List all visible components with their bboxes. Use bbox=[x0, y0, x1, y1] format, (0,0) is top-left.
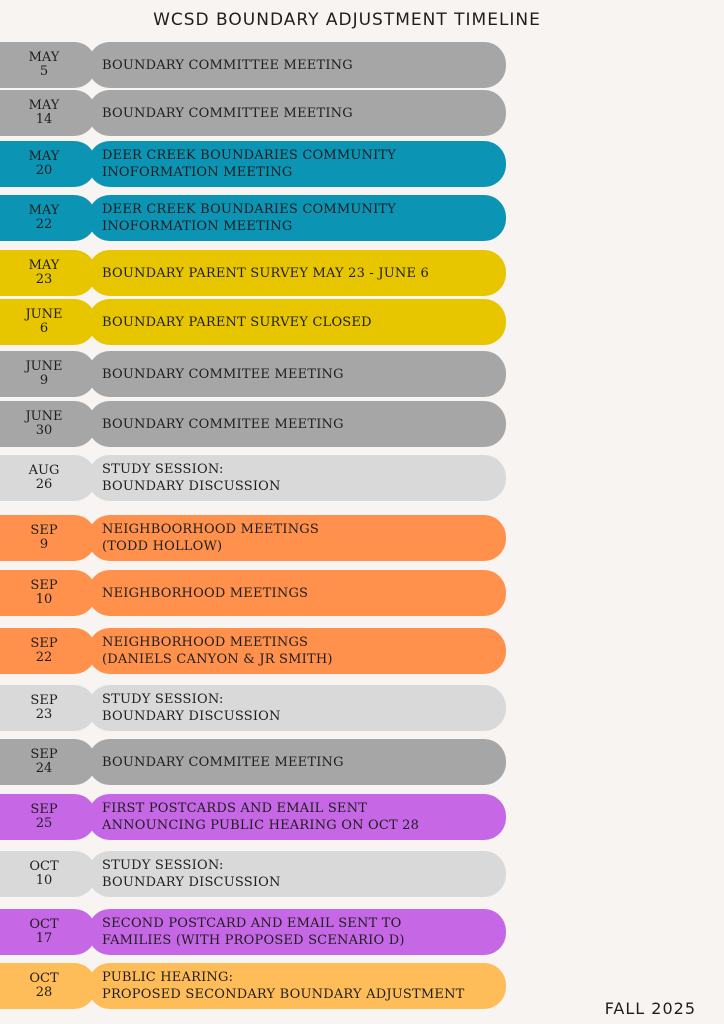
timeline-row bbox=[0, 299, 506, 345]
date-badge bbox=[0, 195, 96, 241]
date-badge bbox=[0, 794, 96, 840]
event-text-line: SECOND POSTCARD AND EMAIL SENT TO bbox=[102, 916, 402, 931]
page-title: WCSD BOUNDARY ADJUSTMENT TIMELINE bbox=[153, 10, 541, 30]
timeline-row bbox=[0, 570, 506, 616]
date-day: 14 bbox=[35, 112, 53, 127]
timeline-row bbox=[0, 515, 506, 561]
date-month: SEP bbox=[30, 636, 58, 651]
event-description bbox=[88, 909, 506, 955]
date-badge bbox=[0, 299, 96, 345]
event-text-line: STUDY SESSION: bbox=[102, 462, 224, 477]
date-badge bbox=[0, 628, 96, 674]
timeline-row bbox=[0, 909, 506, 955]
date-badge bbox=[0, 909, 96, 955]
date-badge bbox=[0, 685, 96, 731]
timeline-row bbox=[0, 42, 506, 88]
date-month: SEP bbox=[30, 693, 58, 708]
event-text-line: BOUNDARY PARENT SURVEY CLOSED bbox=[102, 314, 372, 330]
date-day: 30 bbox=[35, 423, 53, 438]
date-month: SEP bbox=[30, 747, 58, 762]
event-text-line: BOUNDARY COMMITEE MEETING bbox=[102, 754, 344, 770]
date-month: MAY bbox=[28, 203, 60, 218]
date-month: MAY bbox=[28, 98, 60, 113]
event-text-line: BOUNDARY COMMITTEE MEETING bbox=[102, 57, 353, 73]
event-text-line: PROPOSED SECONDARY BOUNDARY ADJUSTMENT bbox=[102, 987, 465, 1002]
event-text-line: BOUNDARY DISCUSSION bbox=[102, 709, 281, 724]
timeline-row bbox=[0, 628, 506, 674]
event-text-line: INOFORMATION MEETING bbox=[102, 219, 293, 234]
date-month: MAY bbox=[28, 258, 60, 273]
date-badge bbox=[0, 42, 96, 88]
date-month: SEP bbox=[30, 578, 58, 593]
date-badge bbox=[0, 401, 96, 447]
date-day: 25 bbox=[35, 816, 53, 831]
event-description bbox=[88, 515, 506, 561]
event-text-line: ANNOUNCING PUBLIC HEARING ON OCT 28 bbox=[102, 818, 420, 833]
date-badge bbox=[0, 351, 96, 397]
event-description bbox=[88, 195, 506, 241]
date-badge bbox=[0, 141, 96, 187]
timeline-row bbox=[0, 401, 506, 447]
event-text-line: FIRST POSTCARDS AND EMAIL SENT bbox=[102, 801, 368, 816]
event-text-line: BOUNDARY PARENT SURVEY MAY 23 - JUNE 6 bbox=[102, 265, 429, 281]
event-description bbox=[88, 141, 506, 187]
event-description bbox=[88, 250, 506, 296]
timeline-row bbox=[0, 851, 506, 897]
event-text-line: NEIGHBOORHOOD MEETINGS bbox=[102, 522, 319, 537]
event-text-line: INOFORMATION MEETING bbox=[102, 165, 293, 180]
event-text-line: FAMILIES (WITH PROPOSED SCENARIO D) bbox=[102, 933, 405, 948]
date-day: 22 bbox=[35, 650, 53, 665]
date-badge bbox=[0, 851, 96, 897]
timeline-row bbox=[0, 141, 506, 187]
event-description bbox=[88, 685, 506, 731]
date-day: 6 bbox=[39, 321, 49, 336]
date-day: 17 bbox=[35, 931, 53, 946]
event-description bbox=[88, 401, 506, 447]
date-day: 26 bbox=[35, 477, 53, 492]
date-day: 23 bbox=[35, 272, 53, 287]
event-text-line: BOUNDARY COMMITTEE MEETING bbox=[102, 105, 353, 121]
event-text-line: BOUNDARY DISCUSSION bbox=[102, 479, 281, 494]
timeline-row bbox=[0, 195, 506, 241]
event-text-line: BOUNDARY COMMITEE MEETING bbox=[102, 366, 344, 382]
date-month: MAY bbox=[28, 50, 60, 65]
event-description bbox=[88, 963, 506, 1009]
event-text-line: STUDY SESSION: bbox=[102, 858, 224, 873]
event-description bbox=[88, 739, 506, 785]
date-day: 24 bbox=[35, 761, 53, 776]
timeline-row bbox=[0, 739, 506, 785]
date-badge bbox=[0, 963, 96, 1009]
event-text-line: PUBLIC HEARING: bbox=[102, 970, 234, 985]
date-day: 23 bbox=[35, 707, 53, 722]
date-month: OCT bbox=[29, 971, 59, 986]
date-day: 9 bbox=[39, 537, 49, 552]
date-badge bbox=[0, 570, 96, 616]
date-badge bbox=[0, 739, 96, 785]
date-month: OCT bbox=[29, 859, 59, 874]
date-month: JUNE bbox=[25, 359, 63, 374]
event-text-line: DEER CREEK BOUNDARIES COMMUNITY bbox=[102, 148, 397, 163]
timeline-row bbox=[0, 90, 506, 136]
timeline-row bbox=[0, 455, 506, 501]
event-description bbox=[88, 42, 506, 88]
date-day: 10 bbox=[35, 873, 53, 888]
event-description bbox=[88, 851, 506, 897]
event-description bbox=[88, 570, 506, 616]
date-day: 28 bbox=[35, 985, 53, 1000]
event-text-line: (TODD HOLLOW) bbox=[102, 539, 223, 554]
timeline-row bbox=[0, 963, 506, 1009]
event-description bbox=[88, 628, 506, 674]
date-badge bbox=[0, 455, 96, 501]
season-label: FALL 2025 bbox=[604, 999, 696, 1018]
timeline-row bbox=[0, 685, 506, 731]
event-text-line: STUDY SESSION: bbox=[102, 692, 224, 707]
date-day: 22 bbox=[35, 217, 53, 232]
date-badge bbox=[0, 515, 96, 561]
event-text-line: (DANIELS CANYON & JR SMITH) bbox=[102, 652, 333, 667]
date-day: 10 bbox=[35, 592, 53, 607]
event-description bbox=[88, 90, 506, 136]
date-month: OCT bbox=[29, 917, 59, 932]
date-month: SEP bbox=[30, 802, 58, 817]
date-badge bbox=[0, 250, 96, 296]
event-description bbox=[88, 299, 506, 345]
event-text-line: BOUNDARY COMMITEE MEETING bbox=[102, 416, 344, 432]
timeline-row bbox=[0, 351, 506, 397]
date-badge bbox=[0, 90, 96, 136]
event-description bbox=[88, 794, 506, 840]
date-month: MAY bbox=[28, 149, 60, 164]
event-description bbox=[88, 455, 506, 501]
date-month: JUNE bbox=[25, 307, 63, 322]
date-day: 20 bbox=[35, 163, 53, 178]
event-text-line: BOUNDARY DISCUSSION bbox=[102, 875, 281, 890]
event-text-line: NEIGHBORHOOD MEETINGS bbox=[102, 585, 309, 601]
date-month: JUNE bbox=[25, 409, 63, 424]
date-day: 9 bbox=[39, 373, 49, 388]
date-month: SEP bbox=[30, 523, 58, 538]
date-day: 5 bbox=[39, 64, 49, 79]
timeline-row bbox=[0, 250, 506, 296]
event-text-line: NEIGHBORHOOD MEETINGS bbox=[102, 635, 309, 650]
event-description bbox=[88, 351, 506, 397]
event-text-line: DEER CREEK BOUNDARIES COMMUNITY bbox=[102, 202, 397, 217]
date-month: AUG bbox=[28, 463, 60, 478]
timeline-row bbox=[0, 794, 506, 840]
